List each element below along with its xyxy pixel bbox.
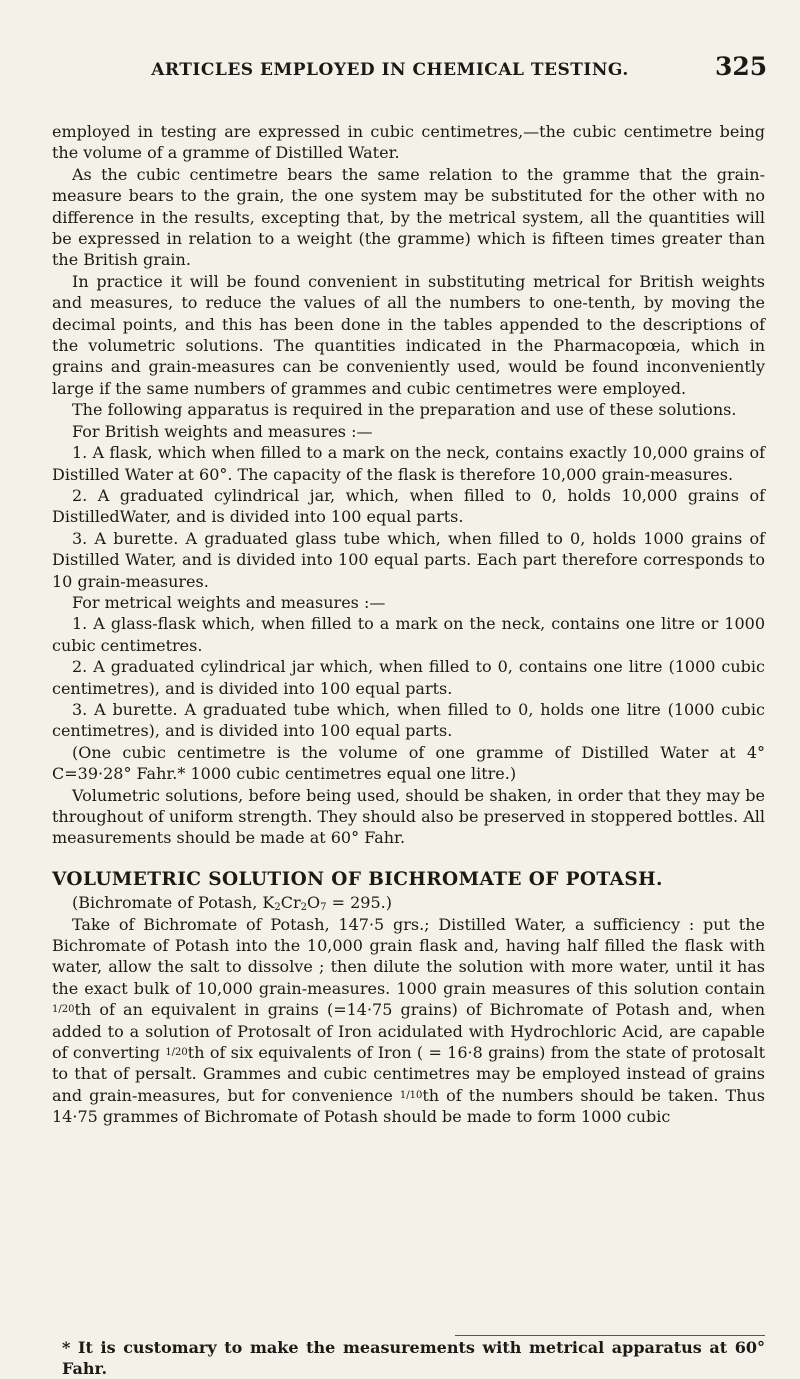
subheading-british: For British weights and measures :— <box>72 421 373 441</box>
chemical-formula <box>52 892 765 913</box>
list-item: 2. A graduated cylindrical jar, which, when filled to 0, holds 10,000 grains of DistilledWater, and is divided into 100 equal parts. <box>52 485 765 527</box>
section-heading: VOLUMETRIC SOLUTION OF BICHROMATE OF POTASH. <box>52 868 663 890</box>
running-head: ARTICLES EMPLOYED IN CHEMICAL TESTING. <box>151 60 629 80</box>
subheading-metrical: For metrical weights and measures :— <box>72 592 386 612</box>
paragraph: The following apparatus is required in the preparation and use of these solutions. <box>72 400 737 420</box>
page-number: 325 <box>715 52 768 81</box>
list-item: 1. A flask, which when filled to a mark on the neck, contains exactly 10,000 grains of Distilled Water at 60°. The capacity of the flask is therefore 10,000 grain-measures. <box>52 443 765 484</box>
formula-part: = 295.) <box>326 893 392 913</box>
note-paragraph: (One cubic centimetre is the volume of one gramme of Distilled Water at 4° C=39·28° Fahr.* 1000 cubic centimetres equal one litre.) <box>52 742 765 784</box>
text-run: th of an equivalent in grains (=14·75 grains) of Bichromate of Potash and, when added to a solution of Protosalt of Iron acidulated with Hydrochloric Acid, are capable of converting <box>52 1000 765 1063</box>
paragraph: In practice it will be found convenient in substituting metrical for British weights and measures, to reduce the values of all the numbers to one-tenth, by moving the decimal points, and this has been done in the tables appended to the descriptions of the volumetric solutions. The quantities indicated in the Pharmacopœia, which in grains and grain-measures can be conveniently used, would be found inconveniently large if the same numbers of grammes and cubic centimetres were employed. <box>52 271 765 398</box>
formula-part: O <box>307 893 321 913</box>
footnote: * It is customary to make the measurements with metrical apparatus at 60° Fahr. <box>62 1338 765 1378</box>
footnote-divider <box>455 1335 765 1336</box>
formula-part: (Bichromate of Potash, K <box>72 893 275 913</box>
fraction: 1/10 <box>399 1089 423 1101</box>
formula-subscript: 2 <box>300 902 307 914</box>
text-run: Take of Bichromate of Potash, 147·5 grs.; Distilled Water, a sufficiency : put the Bichromate of Potash into the 10,000 grain flask and, having half filled the flask with water, allow the salt to dissolve ; then dilute the solution with more water, until it has the exact bulk of 10,000 grain-measures. 1000 grain measures of this solution contain <box>52 914 765 998</box>
fraction: 1/20 <box>165 1047 188 1059</box>
paragraph: employed in testing are expressed in cubic centimetres,—the cubic centimetre being the volume of a gramme of Distilled Water. <box>52 122 765 163</box>
list-item: 3. A burette. A graduated tube which, when filled to 0, holds one litre (1000 cubic centimetres), and is divided into 100 equal parts. <box>52 699 765 741</box>
formula-subscript: 7 <box>320 902 327 914</box>
page-header <box>0 52 800 92</box>
list-item: 2. A graduated cylindrical jar which, when filled to 0, contains one litre (1000 cubic centimetres), and is divided into 100 equal parts. <box>52 657 765 698</box>
text-run: th of the numbers should be taken. Thus 14·75 grammes of Bichromate of Potash should be made to form 1000 cubic <box>52 1085 766 1127</box>
formula-subscript: 2 <box>274 902 281 914</box>
paragraph: As the cubic centimetre bears the same relation to the gramme that the grain-measure bears to the grain, the one system may be substituted for the other with no difference in the results, excepting that, by the metrical system, all the quantities will be expressed in relation to a weight (the gramme) which is fifteen times greater than the British grain. <box>52 164 765 270</box>
paragraph: Volumetric solutions, before being used, should be shaken, in order that they may be throughout of uniform strength. They should also be preserved in stoppered bottles. All measurements should be made at 60° Fahr. <box>52 785 765 848</box>
section-paragraph <box>52 914 765 1128</box>
formula-part: Cr <box>280 893 301 913</box>
list-item: 1. A glass-flask which, when filled to a mark on the neck, contains one litre or 1000 cubic centimetres. <box>52 614 765 655</box>
list-item: 3. A burette. A graduated glass tube which, when filled to 0, holds 1000 grains of Distilled Water, and is divided into 100 equal parts. Each part therefore corresponds to 10 grain-measures. <box>52 528 765 591</box>
text-run: th of six equivalents of Iron ( = 16·8 grains) from the state of protosalt to that of persalt. Grammes and cubic centimetres may be employed instead of grains and grain-measures, but for convenience <box>52 1043 766 1105</box>
body-text <box>52 121 765 1128</box>
fraction: 1/20 <box>52 1004 75 1016</box>
